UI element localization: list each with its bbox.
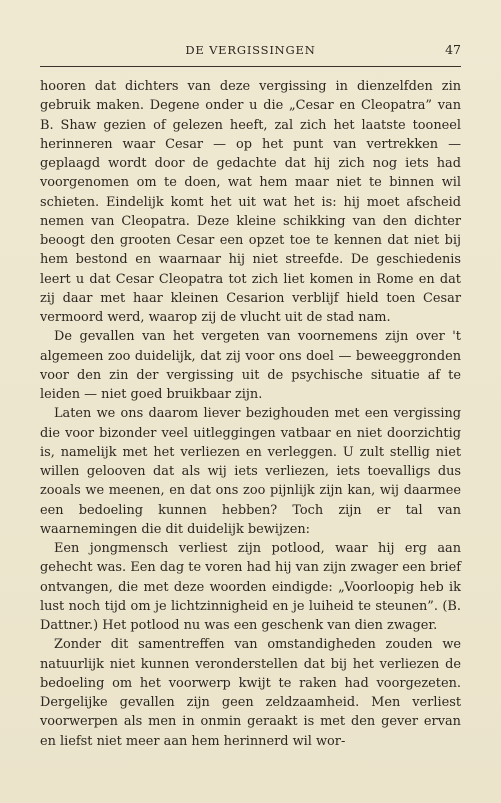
- paragraph: De gevallen van het vergeten van voornemens zijn over 't algemeen zoo duidelijk, dat zij voor ons doel — beweeggronden voor den zin der vergissing uit de psychische situatie af te leiden — niet goed bruikbaar zijn.: [40, 329, 461, 402]
- paragraph: Zonder dit samentreffen van omstandigheden zouden we natuurlijk niet kunnen veronderstellen dat bij het verliezen de bedoeling om het voorwerp kwijt te raken had voorgezeten. Dergelijke gevallen zijn geen zeldzaamheid. Men verliest voorwerpen als men in onmin geraakt is met den gever ervan en liefst niet meer aan hem herinnerd wil wor-: [40, 637, 461, 749]
- paragraph: hooren dat dichters van deze vergissing in dienzelfden zin gebruik maken. Degene onder u die „Cesar en Cleopatra” van B. Shaw gezien of gelezen heeft, zal zich het laatste tooneel herinneren waar Cesar — op het punt van vertrekken — geplaagd wordt door de gedachte dat hij zich nog iets had voorgenomen om te doen, wat hem maar niet te binnen wil schieten. Eindelijk komt het uit wat het is: hij moet afscheid nemen van Cleopatra. Deze kleine schikking van den dichter beoogt den grooten Cesar een opzet toe te kennen dat niet bij hem bestond en waarnaar hij niet streefde. De geschiedenis leert u dat Cesar Cleopatra tot zich liet komen in Rome en dat zij daar met haar kleinen Cesarion verblijf hield toen Cesar vermoord werd, waarop zij de vlucht uit de stad nam.: [40, 79, 461, 325]
- chapter-title: DE VERGISSINGEN: [185, 43, 316, 57]
- body-text: [40, 77, 461, 751]
- running-header: [40, 40, 461, 60]
- page-number: 47: [445, 42, 461, 57]
- header-rule: [40, 66, 461, 67]
- paragraph: Laten we ons daarom liever bezighouden met een vergissing die voor bizonder veel uitleggingen vatbaar en niet doorzichtig is, namelijk met het verliezen en verleggen. U zult stellig niet willen gelooven dat als wij iets verliezen, iets toevalligs dus zooals we meenen, en dat ons zoo pijnlijk zijn kan, wij daarmee een bedoeling kunnen hebben? Toch zijn er tal van waarnemingen die dit duidelijk bewijzen:: [40, 406, 461, 537]
- paragraph: Een jongmensch verliest zijn potlood, waar hij erg aan gehecht was. Een dag te voren had hij van zijn zwager een brief ontvangen, die met deze woorden eindigde: „Voorloopig heb ik lust noch tijd om je lichtzinnigheid en je luiheid te steunen”. (B. Dattner.) Het potlood nu was een geschenk van dien zwager.: [40, 541, 461, 633]
